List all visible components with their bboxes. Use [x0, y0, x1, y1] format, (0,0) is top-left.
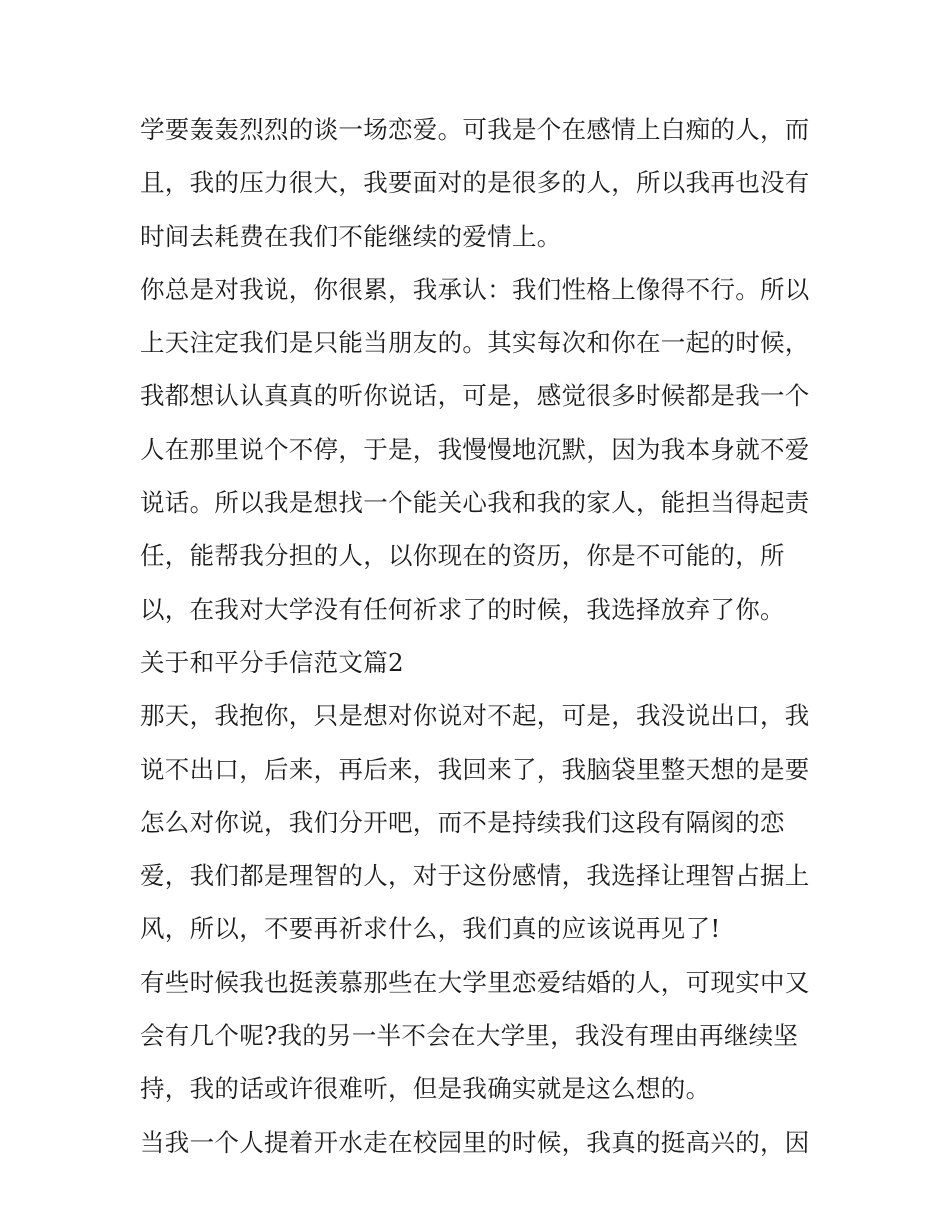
text-line: 有些时候我也挺羡慕那些在大学里恋爱结婚的人，可现实中又	[140, 967, 810, 997]
text-line: 爱，我们都是理智的人，对于这份感情，我选择让理智占据上	[140, 861, 810, 891]
text-line: 会有几个呢?我的另一半不会在大学里，我没有理由再继续坚	[140, 1021, 799, 1051]
text-line: 人在那里说个不停，于是，我慢慢地沉默，因为我本身就不爱	[140, 434, 810, 464]
document-body	[140, 103, 820, 1169]
text-line: 你总是对我说，你很累，我承认：我们性格上像得不行。所以	[140, 274, 810, 304]
text-line: 时间去耗费在我们不能继续的爱情上。	[140, 221, 562, 251]
text-line: 说话。所以我是想找一个能关心我和我的家人，能担当得起责	[140, 488, 810, 518]
text-line: 当我一个人提着开水走在校园里的时候，我真的挺高兴的，因	[140, 1127, 810, 1157]
text-line: 且，我的压力很大，我要面对的是很多的人，所以我再也没有	[140, 168, 810, 198]
text-line: 我都想认认真真的听你说话，可是，感觉很多时候都是我一个	[140, 381, 810, 411]
text-line: 那天，我抱你，只是想对你说对不起，可是，我没说出口，我	[140, 701, 810, 731]
text-line: 上天注定我们是只能当朋友的。其实每次和你在一起的时候，	[140, 328, 810, 358]
section-heading: 关于和平分手信范文篇2	[140, 647, 404, 677]
text-line: 说不出口，后来，再后来，我回来了，我脑袋里整天想的是要	[140, 754, 810, 784]
text-line: 学要轰轰烈烈的谈一场恋爱。可我是个在感情上白痴的人，而	[140, 115, 810, 144]
text-line: 任，能帮我分担的人，以你现在的资历，你是不可能的，所	[140, 541, 785, 571]
text-line: 怎么对你说，我们分开吧，而不是持续我们这段有隔阂的恋	[140, 807, 785, 837]
text-line: 持，我的话或许很难听，但是我确实就是这么想的。	[140, 1074, 711, 1104]
text-line: 风，所以，不要再祈求什么，我们真的应该说再见了!	[140, 914, 721, 944]
text-line: 以，在我对大学没有任何祈求了的时候，我选择放弃了你。	[140, 594, 785, 624]
